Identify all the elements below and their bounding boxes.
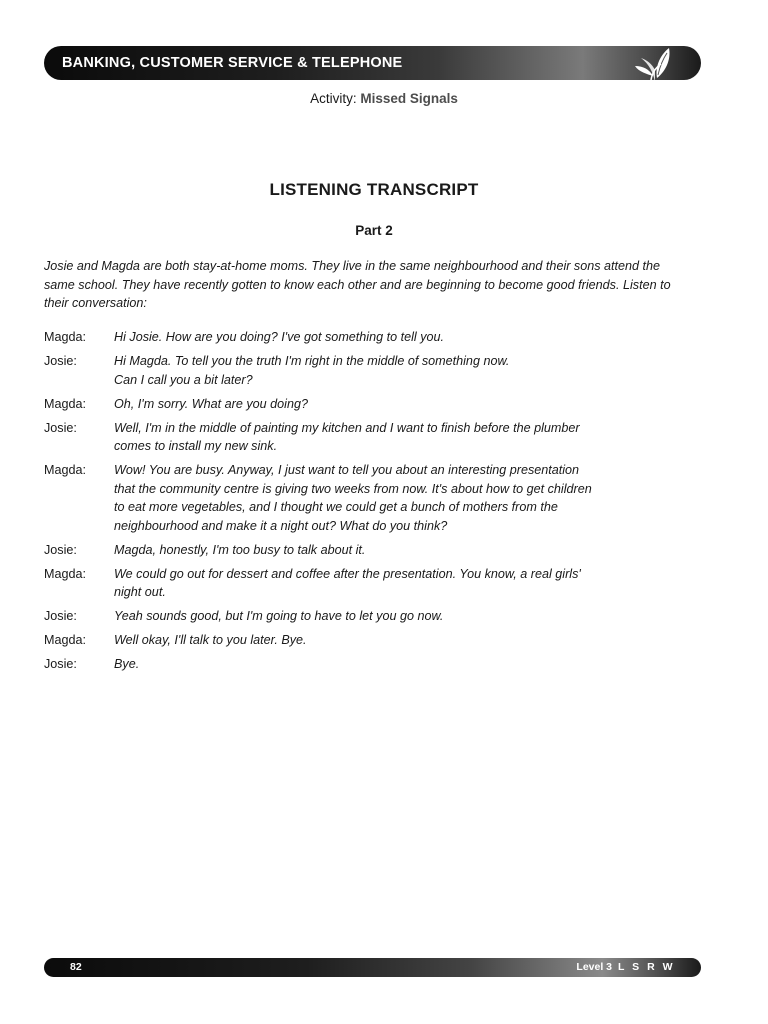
dialogue-line xyxy=(44,328,704,347)
speaker-label: Magda: xyxy=(44,330,87,344)
dialogue-line xyxy=(44,655,704,674)
utterance: Magda, honestly, I'm too busy to talk about it. xyxy=(114,542,366,557)
dialogue-line xyxy=(44,565,704,602)
speaker-label: Magda: xyxy=(44,463,87,478)
utterance: Hi Magda. To tell you the truth I'm right in the middle of something now. Can I call you a bit later? xyxy=(114,353,510,387)
section-title: BANKING, CUSTOMER SERVICE & TELEPHONE xyxy=(62,55,403,71)
utterance: Hi Josie. How are you doing? I've got something to tell you. xyxy=(114,330,445,344)
part-label: Part 2 xyxy=(355,223,393,238)
speaker-label: Magda: xyxy=(44,566,87,581)
speaker-label: Josie: xyxy=(44,542,77,557)
level-text: Level 3 xyxy=(576,961,613,973)
activity-prefix: Activity: xyxy=(310,91,361,106)
intro-paragraph: Josie and Magda are both stay-at-home moms. They live in the same neighbourhood and their sons attend the same school. They have recently gotten to know each other and are beginning to become good friends. Listen to their conversation: xyxy=(44,259,671,311)
speaker-label: Josie: xyxy=(44,420,77,435)
utterance: Well, I'm in the middle of painting my kitchen and I want to finish before the plumber comes to install my new sink. xyxy=(114,420,580,454)
speaker-label: Josie: xyxy=(44,609,77,624)
dialogue-line xyxy=(44,631,704,650)
activity-line xyxy=(0,91,768,106)
speaker-label: Magda: xyxy=(44,396,87,411)
speaker-label: Josie: xyxy=(44,657,77,672)
skills-text: L S R W xyxy=(618,961,675,973)
speaker-label: Josie: xyxy=(44,353,77,368)
dialogue xyxy=(44,328,704,679)
speaker-label: Magda: xyxy=(44,633,87,648)
header-banner xyxy=(44,46,701,80)
utterance: Wow! You are busy. Anyway, I just want to tell you about an interesting presentation that the community centre is giving two weeks from now. It's about how to get children to eat more vegetables, and I thought we could get a bunch of mothers from the neighbourhood and make it a night out? What do you think? xyxy=(114,463,592,533)
dialogue-line xyxy=(44,395,704,414)
activity-name: Missed Signals xyxy=(360,91,458,106)
leaf-icon xyxy=(631,42,679,84)
level-label xyxy=(576,958,675,977)
dialogue-line xyxy=(44,352,704,389)
footer-banner xyxy=(44,958,701,977)
utterance: Bye. xyxy=(114,657,140,672)
utterance: Oh, I'm sorry. What are you doing? xyxy=(114,396,308,411)
utterance: We could go out for dessert and coffee after the presentation. You know, a real girls' night out. xyxy=(114,566,581,600)
utterance: Yeah sounds good, but I'm going to have to let you go now. xyxy=(114,609,444,624)
dialogue-line xyxy=(44,461,704,535)
dialogue-line xyxy=(44,607,704,626)
dialogue-line xyxy=(44,419,704,456)
dialogue-line xyxy=(44,541,704,560)
page-number: 82 xyxy=(70,961,82,973)
page-title: LISTENING TRANSCRIPT xyxy=(269,180,479,199)
utterance: Well okay, I'll talk to you later. Bye. xyxy=(114,633,307,648)
